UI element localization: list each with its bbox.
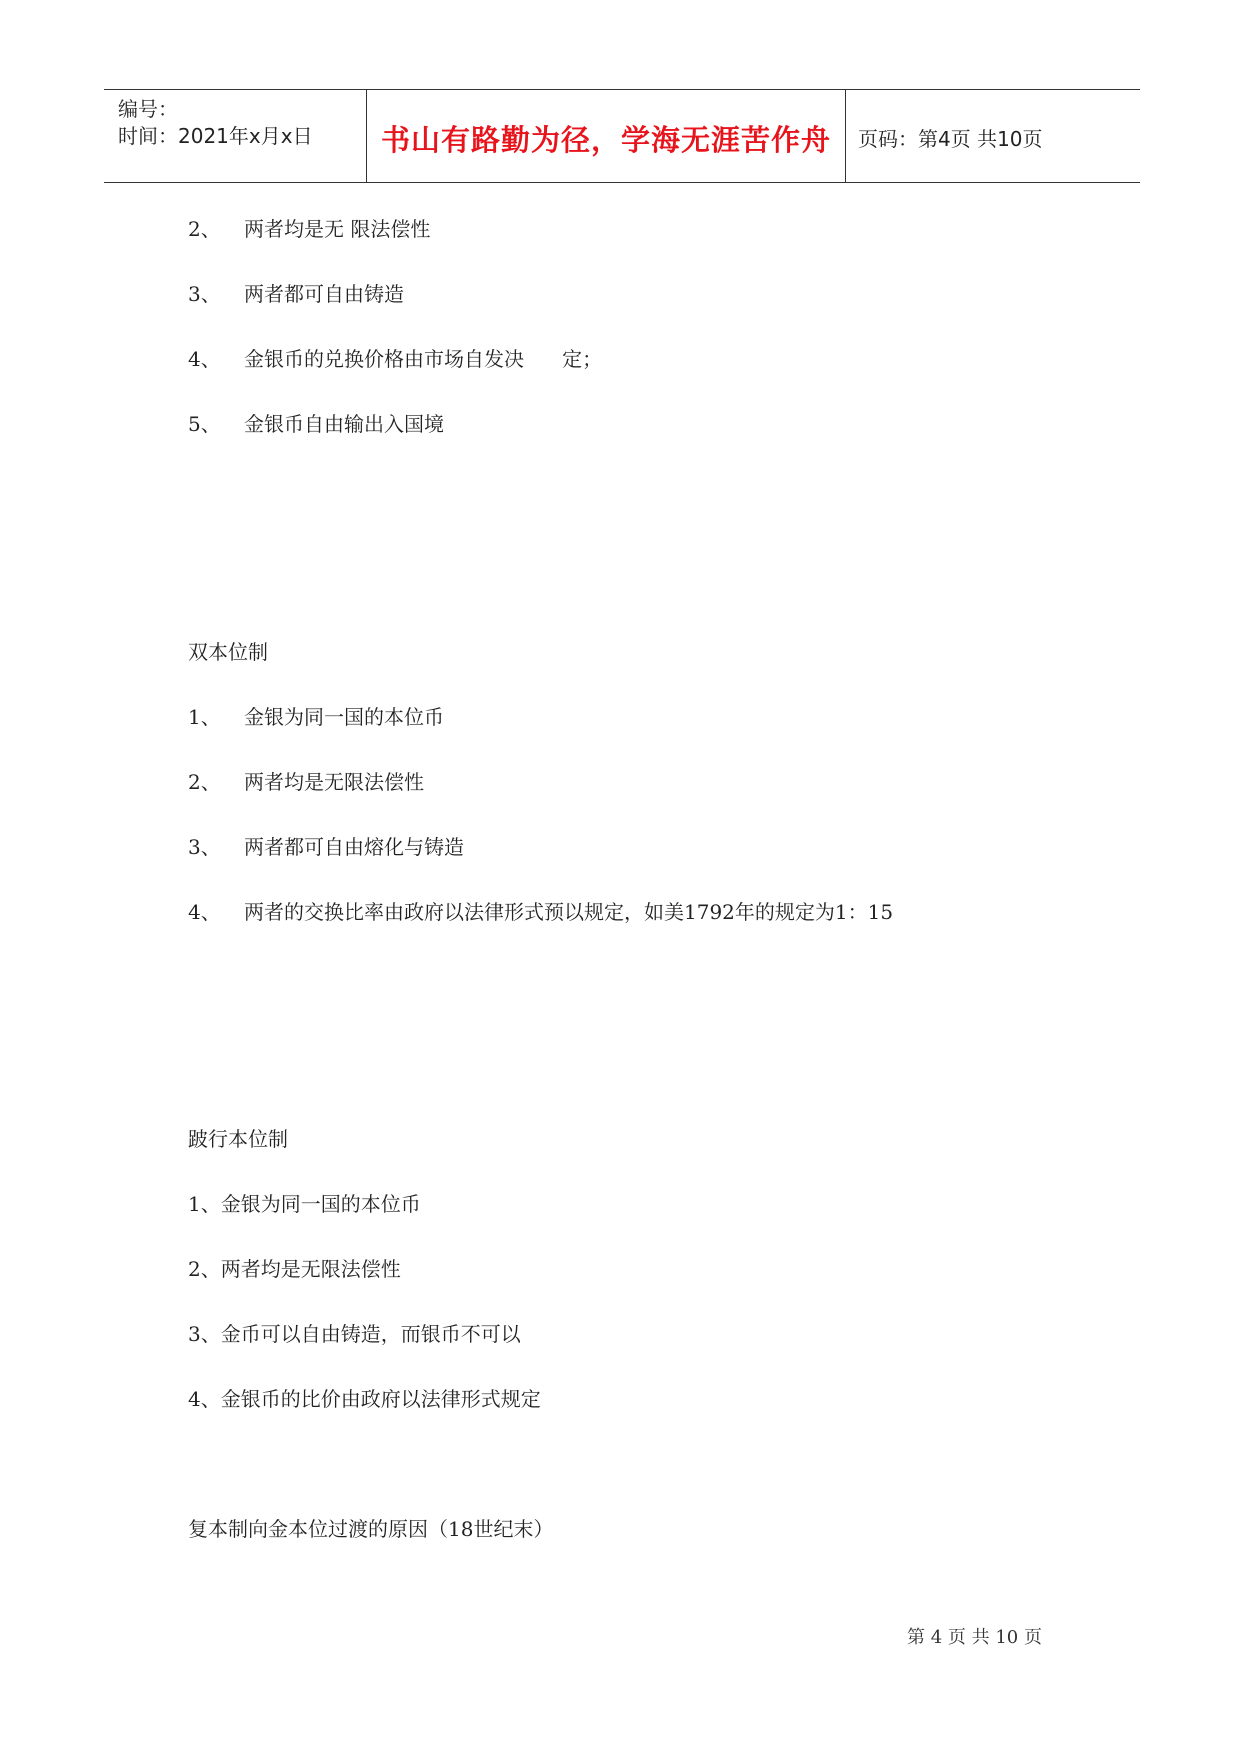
list-item: [188, 408, 444, 437]
id-label: 编号：: [118, 97, 178, 121]
page-header: [104, 89, 1140, 183]
list-item: 3、金币可以自由铸造，而银币不可以: [188, 1322, 521, 1346]
list-text: 两者的交换比率由政府以法律形式预以规定，如美1792年的规定为1：15: [244, 900, 894, 924]
list-item: 2、两者均是无限法偿性: [188, 1257, 401, 1281]
list-item: [188, 278, 404, 307]
list-number: 1、: [188, 705, 221, 729]
header-meta-cell: [104, 90, 367, 182]
header-motto-cell: [367, 90, 846, 182]
page-code: 页码：第4页 共10页: [858, 127, 1043, 151]
list-item: [188, 896, 893, 925]
list-item: [188, 343, 602, 372]
list-number: 4、: [188, 347, 221, 371]
list-text: 两者均是无 限法偿性: [244, 217, 431, 241]
list-number: 4、: [188, 900, 221, 924]
list-item: [188, 766, 424, 795]
time-label: 时间：2021年x月x日: [118, 124, 313, 148]
section-title: 复本制向金本位过渡的原因（18世纪末）: [188, 1517, 554, 1541]
list-item: [188, 701, 444, 730]
list-number: 3、: [188, 282, 221, 306]
motto: 书山有路勤为径，学海无涯苦作舟: [380, 123, 831, 157]
list-text: 金银币自由输出入国境: [244, 412, 444, 436]
list-text: 金银为同一国的本位币: [244, 705, 444, 729]
list-text: 两者都可自由铸造: [244, 282, 404, 306]
list-text: 两者都可自由熔化与铸造: [244, 835, 464, 859]
header-page-cell: [846, 90, 1140, 182]
list-item: 4、金银币的比价由政府以法律形式规定: [188, 1387, 541, 1411]
list-item: [188, 831, 464, 860]
list-text: 金银币的兑换价格由市场自发决 定；: [244, 347, 603, 371]
list-number: 2、: [188, 217, 221, 241]
list-text: 两者均是无限法偿性: [244, 770, 424, 794]
list-number: 5、: [188, 412, 221, 436]
section-title: 双本位制: [188, 640, 268, 664]
list-number: 3、: [188, 835, 221, 859]
list-item: 1、金银为同一国的本位币: [188, 1192, 421, 1216]
section-title: 跛行本位制: [188, 1127, 288, 1151]
list-item: [188, 213, 430, 242]
list-number: 2、: [188, 770, 221, 794]
page-footer: 第 4 页 共 10 页: [907, 1627, 1042, 1648]
